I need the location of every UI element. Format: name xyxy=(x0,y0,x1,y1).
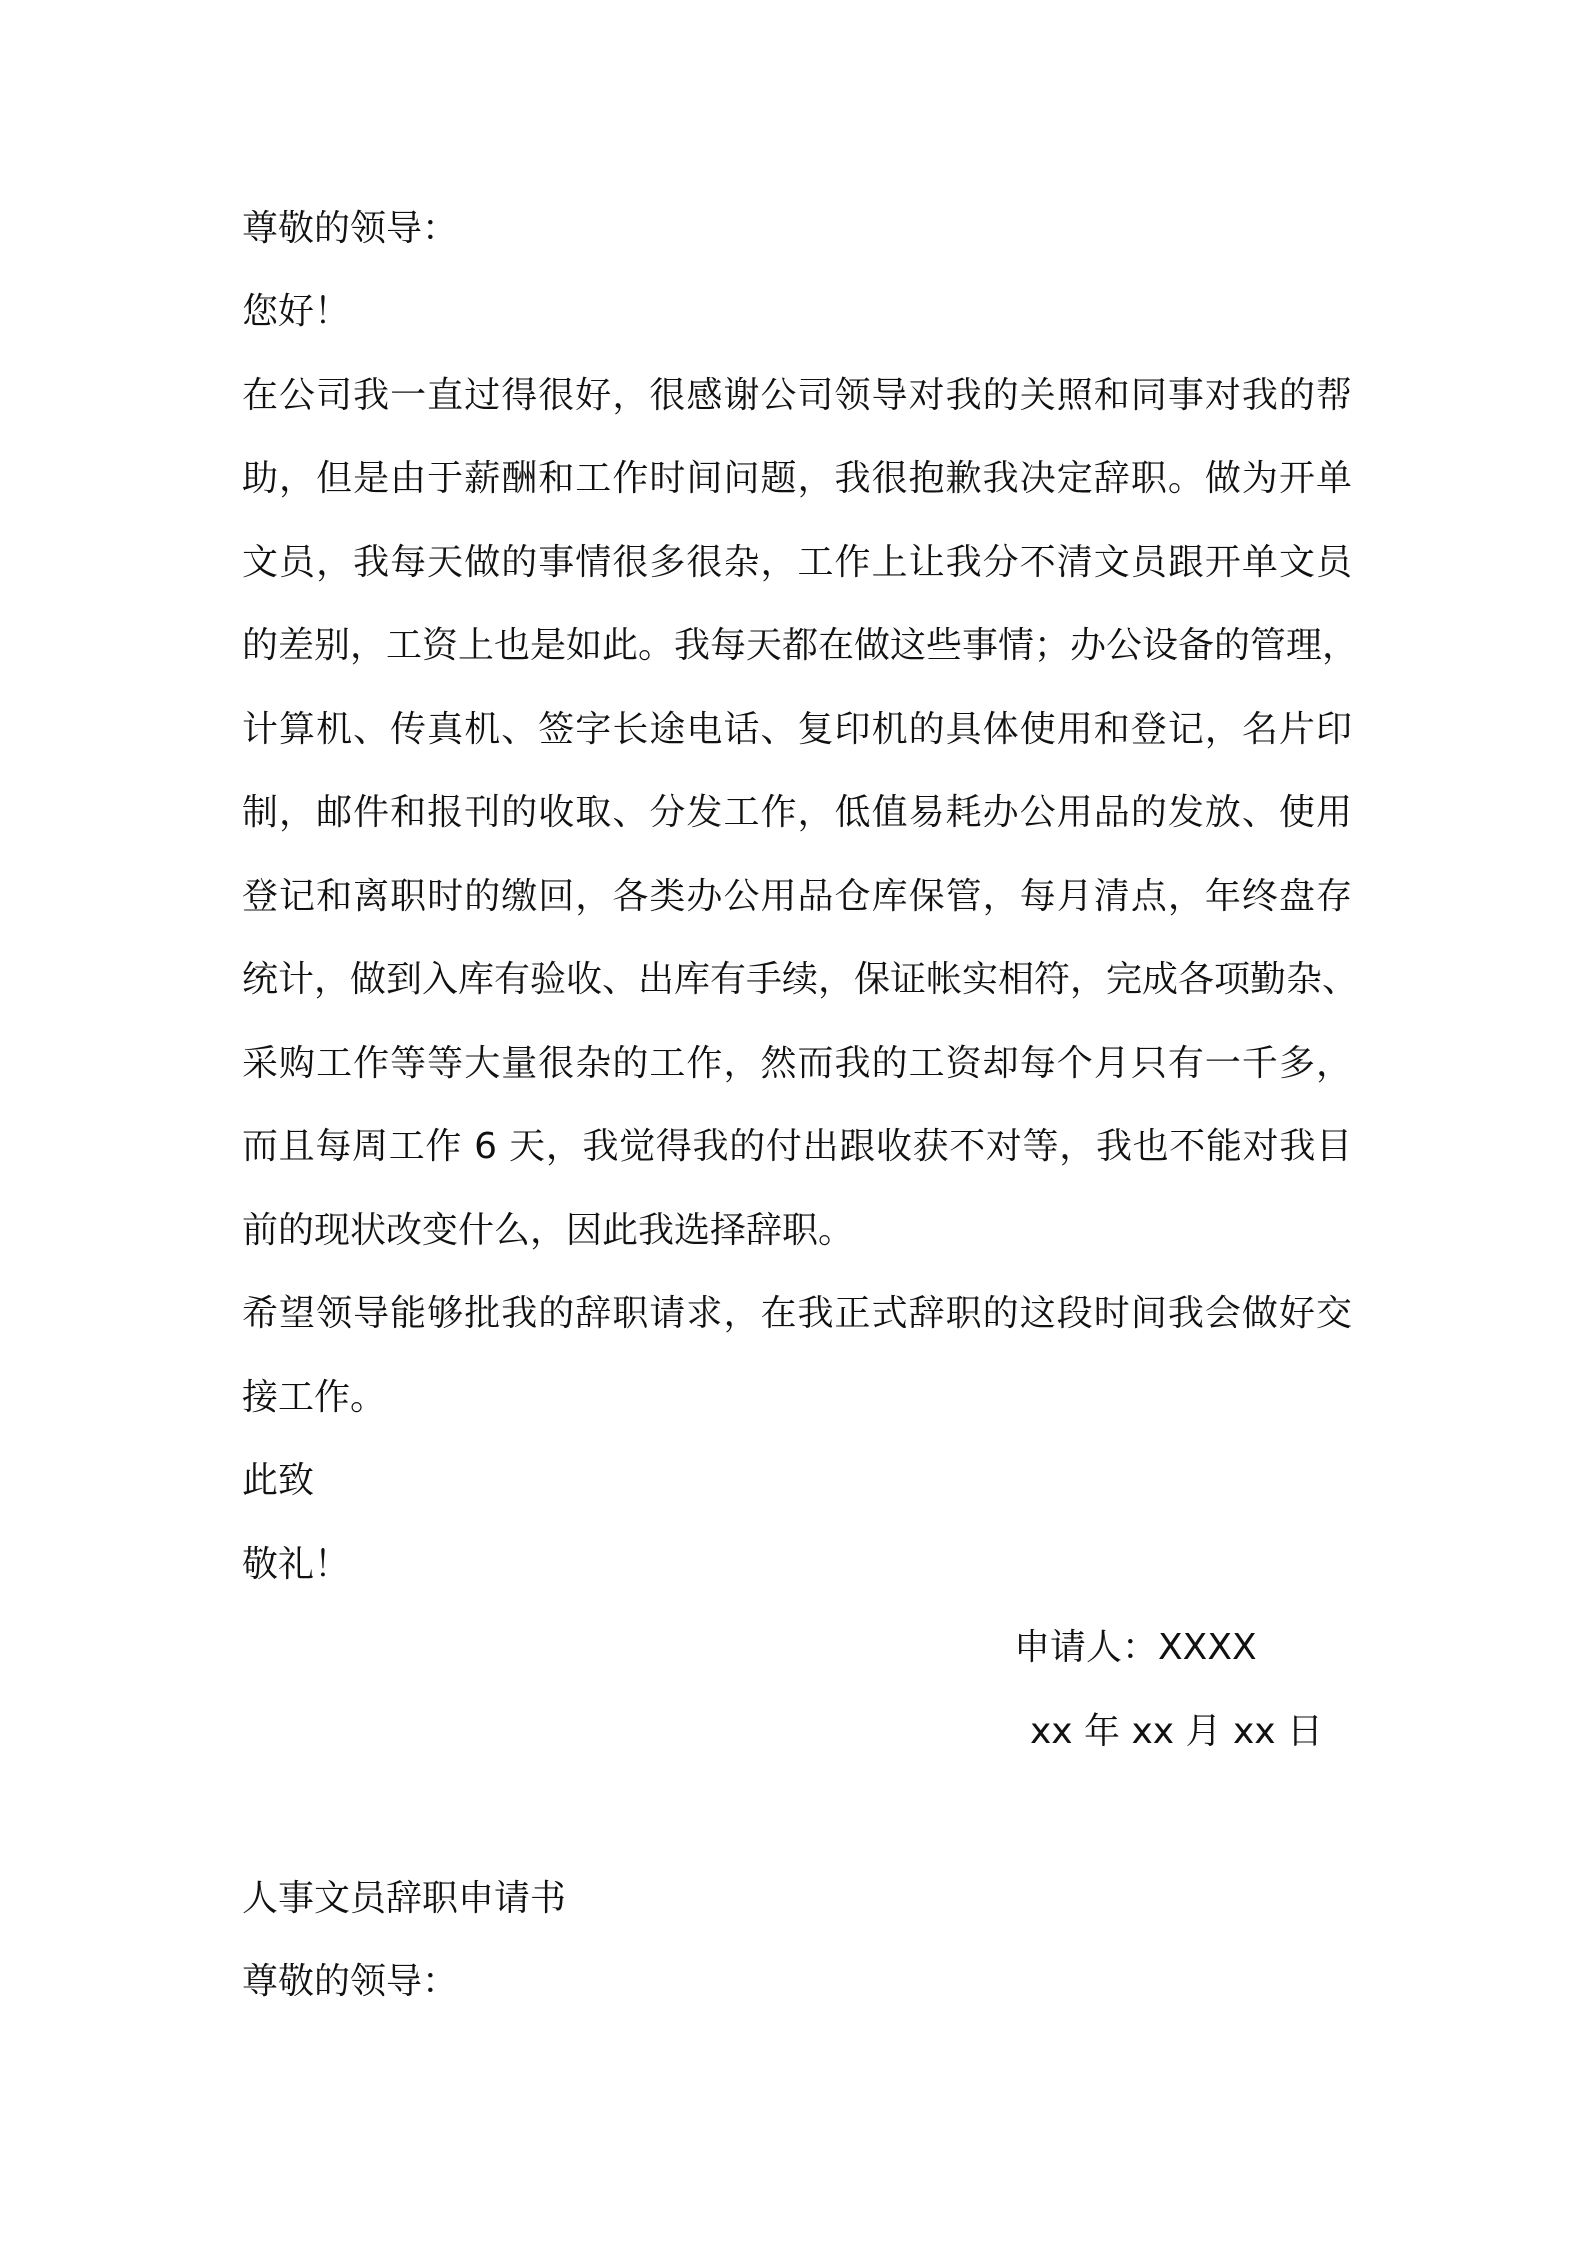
request-line: 接工作。 xyxy=(242,1377,387,1418)
signature-date: xx 年 xx 月 xx 日 xyxy=(1030,1711,1324,1752)
body-line: 的差别，工资上也是如此。我每天都在做这些事情；办公设备的管理， xyxy=(242,625,1359,666)
request-line: 希望领导能够批我的辞职请求，在我正式辞职的这段时间我会做好交 xyxy=(242,1293,1352,1334)
body-line: 在公司我一直过得很好，很感谢公司领导对我的关照和同事对我的帮 xyxy=(242,375,1352,416)
body-line: 计算机、传真机、签字长途电话、复印机的具体使用和登记，名片印 xyxy=(242,709,1352,750)
letter2-salutation: 尊敬的领导： xyxy=(242,1961,459,2002)
applicant-signature: 申请人：XXXX xyxy=(1014,1627,1257,1668)
body-line: 助，但是由于薪酬和工作时间问题，我很抱歉我决定辞职。做为开单 xyxy=(242,458,1352,499)
letter1-greeting: 您好！ xyxy=(242,291,351,332)
body-line: 前的现状改变什么，因此我选择辞职。 xyxy=(242,1210,855,1251)
body-line: 统计，做到入库有验收、出库有手续，保证帐实相符，完成各项勤杂、 xyxy=(242,959,1359,1000)
closing-cizhi: 此致 xyxy=(242,1460,315,1501)
closing-jingli: 敬礼！ xyxy=(242,1544,351,1585)
body-line: 文员，我每天做的事情很多很杂，工作上让我分不清文员跟开单文员 xyxy=(242,542,1352,583)
letter2-title: 人事文员辞职申请书 xyxy=(242,1878,567,1919)
body-line: 而且每周工作 6 天，我觉得我的付出跟收获不对等，我也不能对我目 xyxy=(242,1126,1352,1167)
letter1-salutation: 尊敬的领导： xyxy=(242,208,459,249)
body-line: 登记和离职时的缴回，各类办公用品仓库保管，每月清点，年终盘存 xyxy=(242,876,1352,917)
body-line: 采购工作等等大量很杂的工作，然而我的工资却每个月只有一千多， xyxy=(242,1043,1352,1084)
body-line: 制，邮件和报刊的收取、分发工作，低值易耗办公用品的发放、使用 xyxy=(242,792,1352,833)
